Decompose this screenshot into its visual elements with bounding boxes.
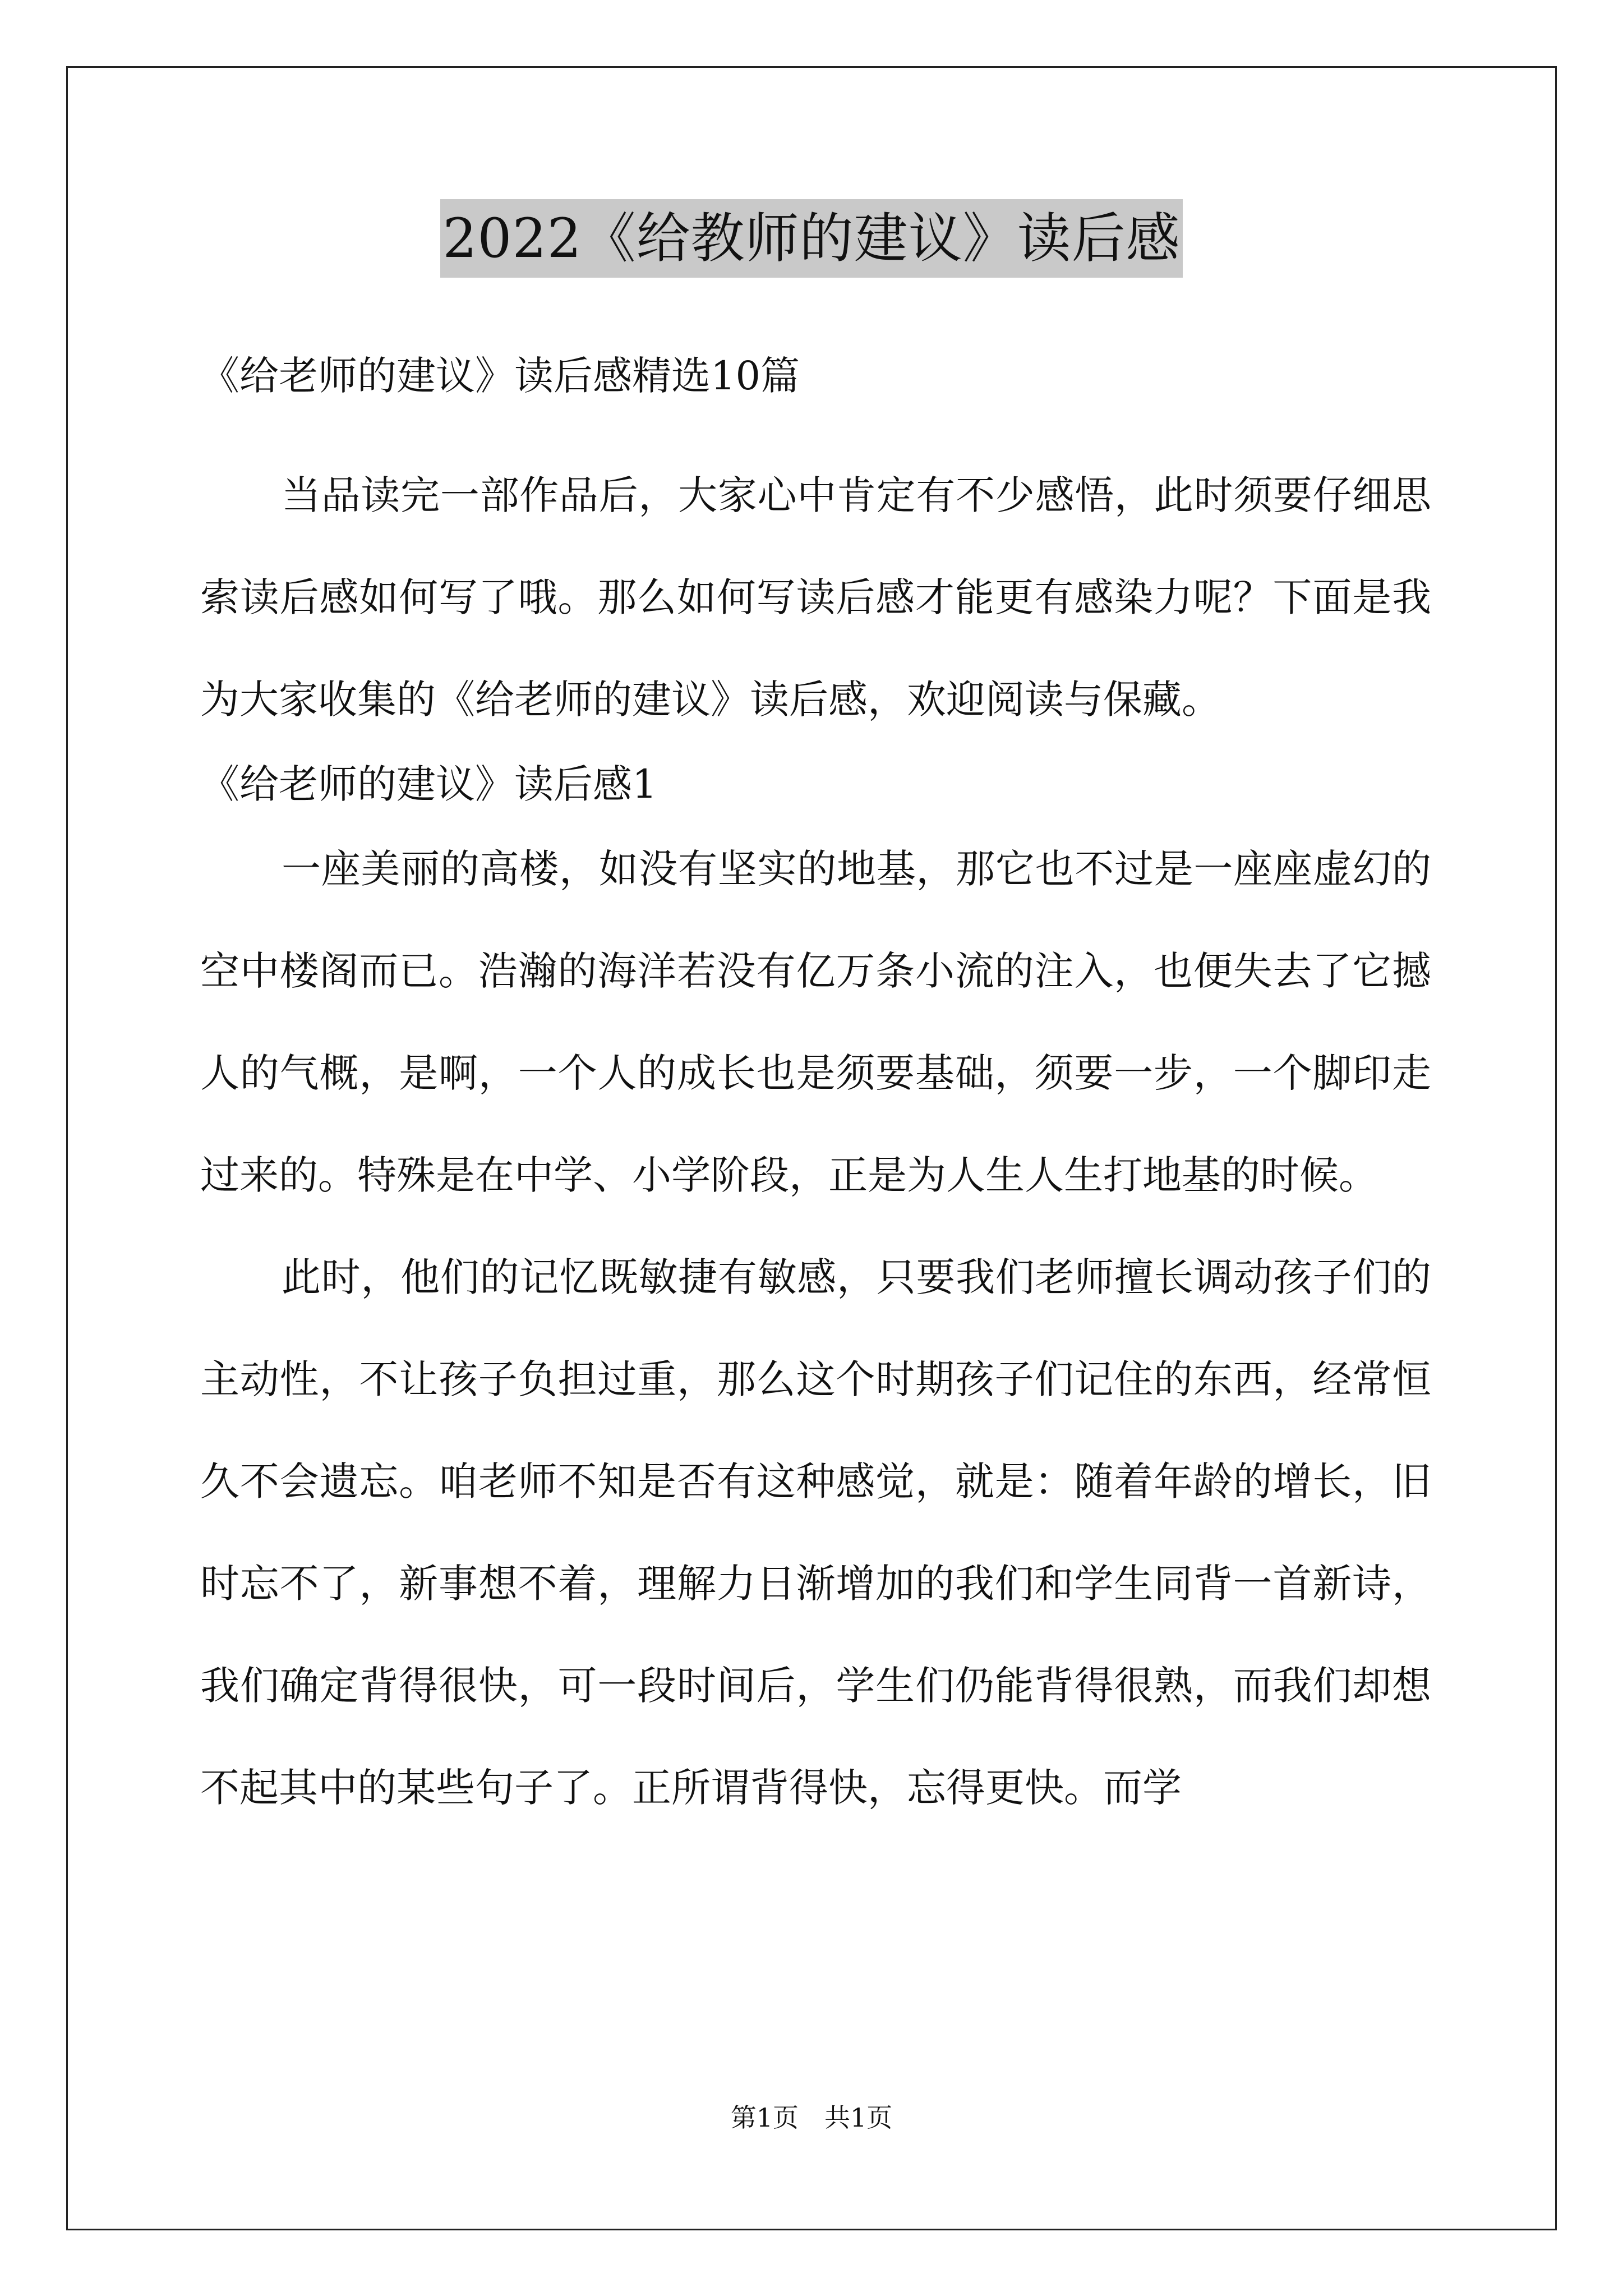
title-container <box>0 199 1623 278</box>
document-title: 2022《给教师的建议》读后感 <box>440 199 1182 278</box>
section-1-paragraph-2: 此时，他们的记忆既敏捷有敏感，只要我们老师擅长调动孩子们的主动性，不让孩子负担过重，那么这个时期孩子们记住的东西，经常恒久不会遗忘。咱老师不知是否有这种感觉，就是：随着年龄的增长，旧时忘不了，新事想不着，理解力日渐增加的我们和学生同背一首新诗，我们确定背得很快，可一段时间后，学生们仍能背得很熟，而我们却想不起其中的某些句子了。正所谓背得快，忘得更快。而学 <box>200 1254 1431 1811</box>
page-footer: 第1页 共1页 <box>730 2102 893 2133</box>
intro-paragraph: 当品读完一部作品后，大家心中肯定有不少感悟，此时须要仔细思索读后感如何写了哦。那么如何写读后感才能更有感染力呢？下面是我为大家收集的《给老师的建议》读后感，欢迎阅读与保藏。 <box>200 472 1431 723</box>
document-body <box>200 342 1431 1839</box>
section-1-paragraph-1: 一座美丽的高楼，如没有坚实的地基，那它也不过是一座座虚幻的空中楼阁而已。浩瀚的海洋若没有亿万条小流的注入，也便失去了它撼人的气概，是啊，一个人的成长也是须要基础，须要一步，一个脚印走过来的。特殊是在中学、小学阶段，正是为人生人生打地基的时候。 <box>200 846 1431 1198</box>
document-subtitle: 《给老师的建议》读后感精选10篇 <box>200 353 800 399</box>
section-1-heading: 《给老师的建议》读后感1 <box>200 761 657 807</box>
